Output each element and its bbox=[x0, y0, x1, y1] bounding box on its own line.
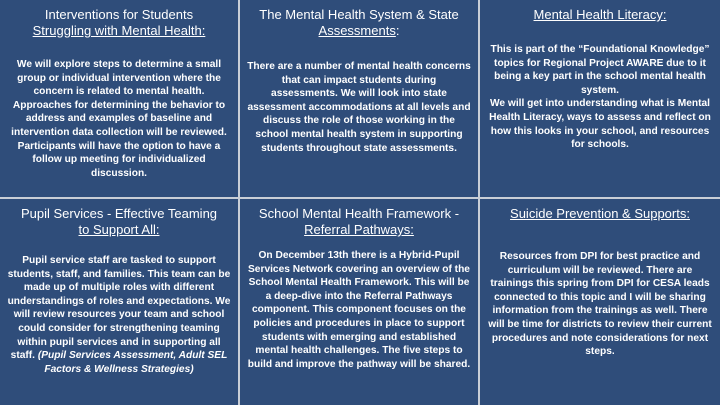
card-referral-pathways bbox=[240, 199, 480, 405]
card-title bbox=[487, 206, 713, 222]
card-title-line1: School Mental Health Framework - bbox=[258, 206, 460, 221]
card-body: On December 13th there is a Hybrid-Pupil Services Network covering an overview of the School Mental Health Framework. This will be a deep-dive into the Referral Pathways component. This component focuses on the policies and procedures in place to support students with emerging and established mental health challenges. The five steps to build and improve the pathway will be shared. bbox=[247, 250, 471, 370]
card-body: There are a number of mental health concerns that can impact students during assessments. We will look into state assessment accommodations at all levels and discuss the role of those working in the school mental health system in supporting students throughout state assessments. bbox=[247, 61, 471, 154]
card-title bbox=[247, 7, 471, 39]
card-title bbox=[7, 7, 231, 39]
card-title-line2: to Support All: bbox=[78, 222, 160, 237]
card-title-line1: Suicide Prevention & Supports: bbox=[510, 206, 690, 221]
card-title bbox=[7, 206, 231, 238]
card-title-suffix: : bbox=[395, 23, 400, 38]
card-pupil-services-teaming bbox=[0, 199, 240, 405]
card-body-paragraph-2: We will get into understanding what is Mental Health Literacy, ways to assess and reflect on how this looks in your school, and resources for schools. bbox=[489, 98, 711, 151]
card-title bbox=[247, 206, 471, 238]
card-suicide-prevention bbox=[480, 199, 720, 405]
card-state-assessments bbox=[240, 0, 480, 199]
card-title-line2: Assessments bbox=[318, 23, 396, 38]
card-title bbox=[487, 7, 713, 23]
card-interventions bbox=[0, 0, 240, 199]
card-mental-health-literacy bbox=[480, 0, 720, 199]
card-body bbox=[7, 254, 231, 376]
card-title-line1: Pupil Services - Effective Teaming bbox=[20, 206, 218, 221]
card-body-text: Pupil service staff are tasked to support students, staff, and families. This team can be made up of multiple roles with different understandings of roles and expectations. We will review resources your team and school could consider for strengthening teaming within pupil services and in supporting all staff. bbox=[7, 255, 231, 362]
card-body: We will explore steps to determine a small group or individual intervention where the concern is related to mental health. Approaches for determining the behavior to address and examples of baseline and intervention data collection will be reviewed. Participants will have the option to have a follow up meeting for individualized discussion. bbox=[11, 59, 227, 179]
card-title-line2: Struggling with Mental Health: bbox=[32, 23, 206, 38]
card-title-line1: The Mental Health System & State bbox=[259, 7, 459, 22]
card-title-line2: Referral Pathways: bbox=[304, 222, 414, 237]
card-body: Resources from DPI for best practice and curriculum will be reviewed. There are trainings this spring from DPI for CESA leads connected to this topic and I will be sharing information from the trainings as well. There will be time for districts to review their current procedures and note considerations for next steps. bbox=[488, 251, 712, 358]
card-body-paragraph-1: This is part of the “Foundational Knowledge” topics for Regional Project AWARE due to it being a key part in the school mental health system. bbox=[490, 44, 710, 96]
card-body-italic-note: (Pupil Services Assessment, Adult SEL Factors & Wellness Strategies) bbox=[37, 350, 228, 375]
card-title-line1: Mental Health Literacy: bbox=[533, 7, 667, 22]
card-title-line1: Interventions for Students bbox=[44, 7, 194, 22]
